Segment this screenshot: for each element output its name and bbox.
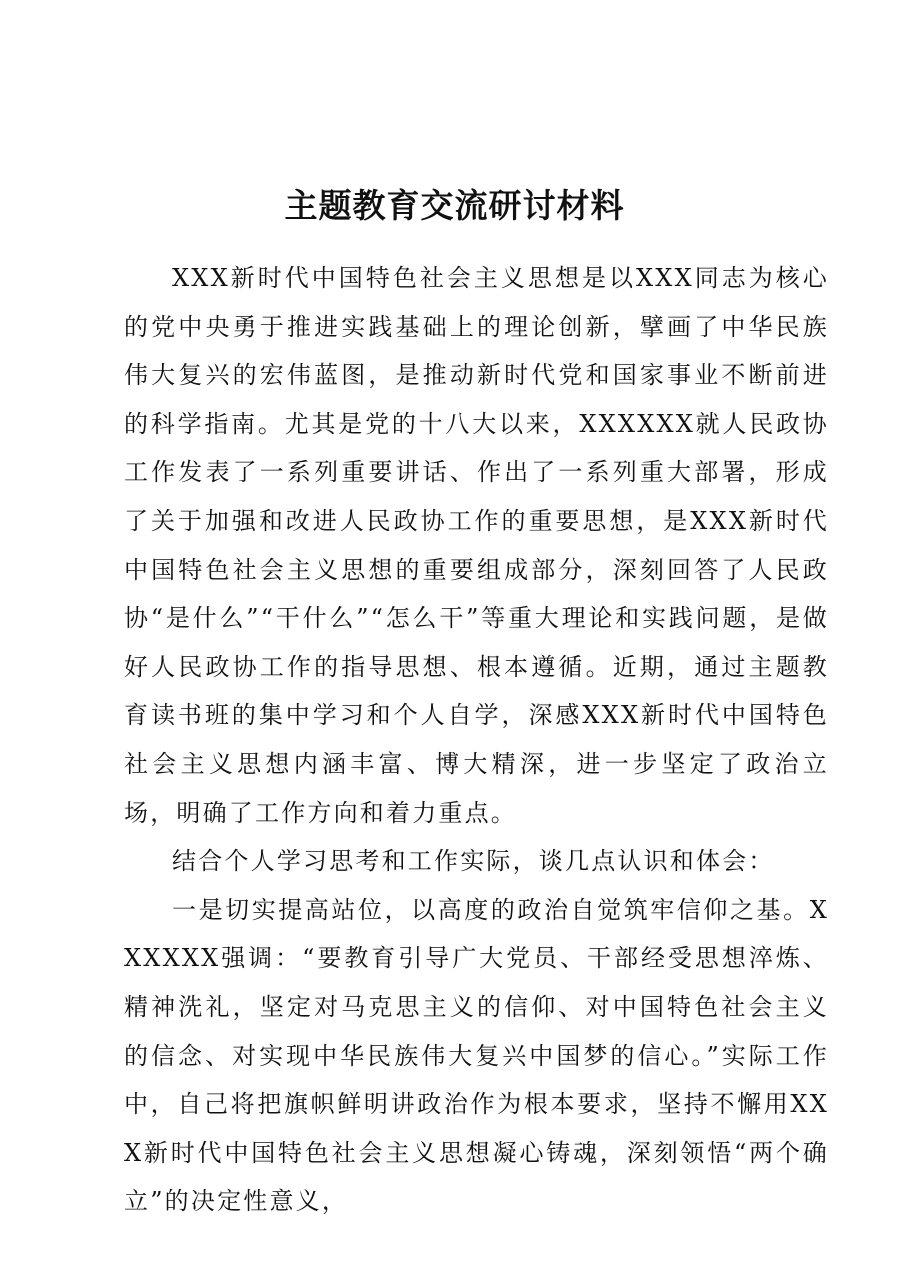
paragraph-transition: 结合个人学习思考和工作实际，谈几点认识和体会：	[172, 847, 775, 876]
paragraph-intro: XXX新时代中国特色社会主义思想是以XXX同志为核心的党中央勇于推进实践基础上的理论创新，擘画了中华民族伟大复兴的宏伟蓝图，是推动新时代党和国家事业不断前进的科学指南。尤其是党的十八大以来，XXXXXX就人民政协工作发表了一系列重要讲话、作出了一系列重大部署，形成了关于加强和改进人民政协工作的重要思想，是XXX新时代中国特色社会主义思想的重要组成部分，深刻回答了人民政协“是什么”“干什么”“怎么干”等重大理论和实践问题，是做好人民政协工作的指导思想、根本遵循。近期，通过主题教育读书班的集中学习和个人自学，深感XXX新时代中国特色社会主义思想内涵丰富、博大精深，进一步坚定了政治立场，明确了工作方向和着力重点。	[124, 264, 829, 827]
paragraph-point-one: 一是切实提高站位，以高度的政治自觉筑牢信仰之基。XXXXXX强调：“要教育引导广大党员、干部经受思想淬炼、精神洗礼，坚定对马克思主义的信仰、对中国特色社会主义的信念、对实现中华民族伟大复兴中国梦的信心。”实际工作中，自己将把旗帜鲜明讲政治作为根本要求，坚持不懈用XXX新时代中国特色社会主义思想凝心铸魂，深刻领悟“两个确立”的决定性意义，	[124, 895, 829, 1216]
document-body	[124, 254, 829, 1226]
document-title: 主题教育交流研讨材料	[284, 186, 625, 225]
